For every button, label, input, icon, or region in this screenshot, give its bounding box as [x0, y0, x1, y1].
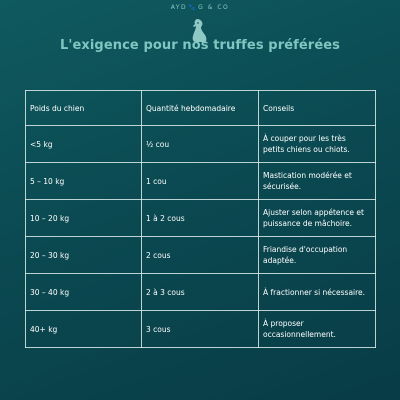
- feeding-table: [25, 90, 376, 348]
- brand-text-right: G & CO: [198, 4, 230, 11]
- cell-advice: À fractionner si nécessaire.: [259, 274, 376, 311]
- paw-icon: 🐾: [188, 4, 198, 11]
- cell-quantity: ½ cou: [142, 126, 259, 163]
- cell-weight: 10 – 20 kg: [26, 200, 142, 237]
- cell-quantity: 3 cous: [142, 311, 259, 348]
- page-title: L'exigence pour nos truffes préférées: [60, 38, 340, 53]
- header-advice: Conseils: [259, 91, 376, 126]
- cell-weight: 20 – 30 kg: [26, 237, 142, 274]
- cell-weight: 30 – 40 kg: [26, 274, 142, 311]
- cell-weight: 5 – 10 kg: [26, 163, 142, 200]
- cell-weight: <5 kg: [26, 126, 142, 163]
- cell-quantity: 1 à 2 cous: [142, 200, 259, 237]
- cell-advice: Friandise d'occupation adaptée.: [259, 237, 376, 274]
- brand-wordmark: [0, 4, 400, 11]
- table-header-row: [26, 91, 376, 126]
- table-row: [26, 274, 376, 311]
- table-row: [26, 311, 376, 348]
- table-row: [26, 200, 376, 237]
- cell-advice: À proposer occasionnellement.: [259, 311, 376, 348]
- cell-weight: 40+ kg: [26, 311, 142, 348]
- cell-quantity: 1 cou: [142, 163, 259, 200]
- cell-quantity: 2 à 3 cous: [142, 274, 259, 311]
- cell-advice: À couper pour les très petits chiens ou chiots.: [259, 126, 376, 163]
- cell-advice: Ajuster selon appétence et puissance de mâchoire.: [259, 200, 376, 237]
- header-weight: Poids du chien: [26, 91, 142, 126]
- table-row: [26, 163, 376, 200]
- header-quantity: Quantité hebdomadaire: [142, 91, 259, 126]
- cell-advice: Mastication modérée et sécurisée.: [259, 163, 376, 200]
- table-row: [26, 237, 376, 274]
- table-row: [26, 126, 376, 163]
- cell-quantity: 2 cous: [142, 237, 259, 274]
- brand-text-left: AYD: [170, 4, 188, 11]
